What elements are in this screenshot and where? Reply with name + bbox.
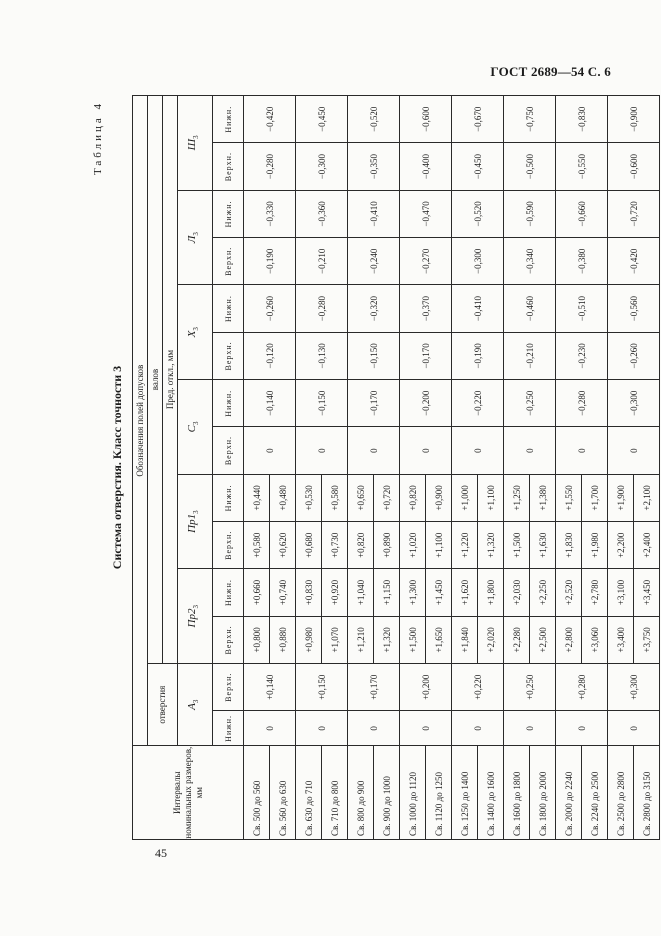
pr1-upper-cell: +0,680	[296, 522, 322, 569]
pr1-upper-cell: +1,100	[426, 522, 452, 569]
pr2-upper-cell: +0,980	[296, 616, 322, 663]
col-header-c3: $С_3$	[178, 380, 213, 475]
sh3-lower-cell: −0,520	[348, 96, 400, 143]
col-lower-pr2: Нижн.	[213, 569, 244, 616]
col-lower-sh3: Нижн.	[213, 96, 244, 143]
x3-lower-cell: −0,370	[400, 285, 452, 332]
pr1-upper-cell: +1,980	[582, 522, 608, 569]
l3-lower-cell: −0,590	[504, 190, 556, 237]
sh3-upper-cell: −0,280	[244, 143, 296, 190]
c3-lower-cell: −0,140	[244, 380, 296, 427]
table-title: Система отверстия. Класс точности 3	[110, 365, 124, 570]
pr2-lower-cell: +3,450	[634, 569, 660, 616]
l3-lower-cell: −0,660	[556, 190, 608, 237]
c3-lower-cell: −0,280	[556, 380, 608, 427]
c3-lower-cell: −0,170	[348, 380, 400, 427]
x3-upper-cell: −0,260	[608, 332, 660, 379]
x3-upper-cell: −0,120	[244, 332, 296, 379]
c3-lower-cell: −0,250	[504, 380, 556, 427]
interval-cell: Св. 2800 до 3150	[634, 746, 660, 840]
l3-upper-cell: −0,380	[556, 238, 608, 285]
interval-header: Интервалы номинальных размеров, мм	[133, 746, 244, 840]
pr1-lower-cell: +1,550	[556, 474, 582, 521]
col-header-x3: $Х_3$	[178, 285, 213, 380]
l3-lower-cell: −0,720	[608, 190, 660, 237]
pr2-lower-cell: +1,800	[478, 569, 504, 616]
c3-upper-cell: 0	[504, 427, 556, 474]
col-lower-a3: Нижн.	[213, 711, 244, 746]
pr1-lower-cell: +0,440	[244, 474, 270, 521]
interval-cell: Св. 2000 до 2240	[556, 746, 582, 840]
a3-upper-cell: +0,250	[504, 664, 556, 711]
pr2-lower-cell: +1,450	[426, 569, 452, 616]
table-row	[556, 96, 582, 840]
pr2-upper-cell: +1,650	[426, 616, 452, 663]
pr2-lower-cell: +1,300	[400, 569, 426, 616]
x3-lower-cell: −0,280	[296, 285, 348, 332]
sh3-upper-cell: −0,500	[504, 143, 556, 190]
pr2-upper-cell: +3,750	[634, 616, 660, 663]
pr1-upper-cell: +0,580	[244, 522, 270, 569]
l3-lower-cell: −0,410	[348, 190, 400, 237]
interval-cell: Св. 1600 до 1800	[504, 746, 530, 840]
col-lower-l3: Нижн.	[213, 190, 244, 237]
pr2-lower-cell: +1,150	[374, 569, 400, 616]
shaft-group-header: валов	[148, 96, 163, 664]
a3-upper-cell: +0,200	[400, 664, 452, 711]
table-row	[296, 96, 322, 840]
l3-lower-cell: −0,520	[452, 190, 504, 237]
c3-upper-cell: 0	[400, 427, 452, 474]
interval-cell: Св. 900 до 1000	[374, 746, 400, 840]
x3-lower-cell: −0,320	[348, 285, 400, 332]
pr2-upper-cell: +1,500	[400, 616, 426, 663]
c3-lower-cell: −0,300	[608, 380, 660, 427]
pr1-upper-cell: +1,320	[478, 522, 504, 569]
col-upper-pr2: Верхн.	[213, 616, 244, 663]
col-upper-c3: Верхн.	[213, 427, 244, 474]
pr2-upper-cell: +2,500	[530, 616, 556, 663]
col-upper-l3: Верхн.	[213, 238, 244, 285]
col-header-sh3: $Ш_3$	[178, 96, 213, 191]
pr2-upper-cell: +1,840	[452, 616, 478, 663]
rotated-table-block	[92, 95, 652, 840]
a3-lower-cell: 0	[452, 711, 504, 746]
a3-upper-cell: +0,140	[244, 664, 296, 711]
col-lower-c3: Нижн.	[213, 380, 244, 427]
c3-upper-cell: 0	[348, 427, 400, 474]
sh3-lower-cell: −0,420	[244, 96, 296, 143]
col-upper-pr1: Верхн.	[213, 522, 244, 569]
c3-upper-cell: 0	[608, 427, 660, 474]
interval-cell: Св. 1000 до 1120	[400, 746, 426, 840]
pr1-upper-cell: +2,400	[634, 522, 660, 569]
interval-cell: Св. 630 до 710	[296, 746, 322, 840]
pr2-lower-cell: +0,660	[244, 569, 270, 616]
pr2-upper-cell: +2,800	[556, 616, 582, 663]
interval-cell: Св. 1400 до 1600	[478, 746, 504, 840]
pr1-upper-cell: +0,620	[270, 522, 296, 569]
a3-upper-cell: +0,300	[608, 664, 660, 711]
pr2-lower-cell: +1,040	[348, 569, 374, 616]
pr1-lower-cell: +0,480	[270, 474, 296, 521]
pr2-upper-cell: +1,320	[374, 616, 400, 663]
pr1-lower-cell: +1,100	[478, 474, 504, 521]
l3-lower-cell: −0,470	[400, 190, 452, 237]
deviation-subheader: Пред. откл., мм	[163, 96, 178, 664]
pr1-upper-cell: +2,200	[608, 522, 634, 569]
a3-lower-cell: 0	[244, 711, 296, 746]
x3-upper-cell: −0,210	[504, 332, 556, 379]
a3-lower-cell: 0	[608, 711, 660, 746]
sh3-lower-cell: −0,830	[556, 96, 608, 143]
pr2-lower-cell: +2,030	[504, 569, 530, 616]
l3-upper-cell: −0,340	[504, 238, 556, 285]
pr2-lower-cell: +2,780	[582, 569, 608, 616]
col-header-a3: $A_3$	[178, 664, 213, 746]
col-header-l3: $Л_3$	[178, 190, 213, 285]
pr2-lower-cell: +0,740	[270, 569, 296, 616]
pr2-upper-cell: +3,060	[582, 616, 608, 663]
pr2-upper-cell: +1,210	[348, 616, 374, 663]
pr1-upper-cell: +0,730	[322, 522, 348, 569]
sh3-lower-cell: −0,450	[296, 96, 348, 143]
l3-upper-cell: −0,210	[296, 238, 348, 285]
page-number: 45	[155, 846, 167, 860]
pr2-lower-cell: +1,620	[452, 569, 478, 616]
col-lower-pr1: Нижн.	[213, 474, 244, 521]
c3-lower-cell: −0,150	[296, 380, 348, 427]
pr1-upper-cell: +1,220	[452, 522, 478, 569]
fields-group-header: Обозначения полей допусков	[133, 96, 148, 746]
a3-lower-cell: 0	[556, 711, 608, 746]
x3-upper-cell: −0,230	[556, 332, 608, 379]
pr1-lower-cell: +1,380	[530, 474, 556, 521]
table-row	[452, 96, 478, 840]
pr1-lower-cell: +1,000	[452, 474, 478, 521]
l3-upper-cell: −0,270	[400, 238, 452, 285]
table-label: Таблица 4	[92, 101, 104, 176]
sh3-upper-cell: −0,400	[400, 143, 452, 190]
table-row	[504, 96, 530, 840]
x3-lower-cell: −0,560	[608, 285, 660, 332]
pr2-upper-cell: +3,400	[608, 616, 634, 663]
a3-upper-cell: +0,220	[452, 664, 504, 711]
a3-lower-cell: 0	[400, 711, 452, 746]
interval-cell: Св. 1120 до 1250	[426, 746, 452, 840]
c3-lower-cell: −0,200	[400, 380, 452, 427]
sh3-lower-cell: −0,900	[608, 96, 660, 143]
a3-upper-cell: +0,170	[348, 664, 400, 711]
l3-upper-cell: −0,420	[608, 238, 660, 285]
interval-cell: Св. 560 до 630	[270, 746, 296, 840]
l3-upper-cell: −0,190	[244, 238, 296, 285]
pr1-lower-cell: +0,820	[400, 474, 426, 521]
pr1-upper-cell: +0,820	[348, 522, 374, 569]
pr1-upper-cell: +0,890	[374, 522, 400, 569]
pr1-lower-cell: +1,900	[608, 474, 634, 521]
interval-cell: Св. 500 до 560	[244, 746, 270, 840]
a3-lower-cell: 0	[296, 711, 348, 746]
interval-cell: Св. 2500 до 2800	[608, 746, 634, 840]
pr1-lower-cell: +0,530	[296, 474, 322, 521]
pr2-lower-cell: +0,920	[322, 569, 348, 616]
pr1-upper-cell: +1,020	[400, 522, 426, 569]
sh3-lower-cell: −0,750	[504, 96, 556, 143]
sh3-lower-cell: −0,600	[400, 96, 452, 143]
pr2-upper-cell: +2,280	[504, 616, 530, 663]
l3-lower-cell: −0,330	[244, 190, 296, 237]
pr1-lower-cell: +0,580	[322, 474, 348, 521]
pr1-lower-cell: +0,720	[374, 474, 400, 521]
table-row	[608, 96, 634, 840]
pr2-upper-cell: +0,800	[244, 616, 270, 663]
sh3-upper-cell: −0,350	[348, 143, 400, 190]
pr1-lower-cell: +0,650	[348, 474, 374, 521]
interval-cell: Св. 1250 до 1400	[452, 746, 478, 840]
x3-upper-cell: −0,150	[348, 332, 400, 379]
interval-cell: Св. 2240 до 2500	[582, 746, 608, 840]
x3-upper-cell: −0,190	[452, 332, 504, 379]
x3-lower-cell: −0,460	[504, 285, 556, 332]
c3-upper-cell: 0	[244, 427, 296, 474]
c3-upper-cell: 0	[556, 427, 608, 474]
c3-upper-cell: 0	[452, 427, 504, 474]
table-row	[348, 96, 374, 840]
c3-upper-cell: 0	[296, 427, 348, 474]
l3-lower-cell: −0,360	[296, 190, 348, 237]
pr2-lower-cell: +0,830	[296, 569, 322, 616]
a3-lower-cell: 0	[348, 711, 400, 746]
page-header: ГОСТ 2689—54 С. 6	[490, 64, 611, 79]
sh3-upper-cell: −0,600	[608, 143, 660, 190]
pr1-upper-cell: +1,830	[556, 522, 582, 569]
col-header-pr1: $Пр1_3$	[178, 474, 213, 569]
pr2-upper-cell: +1,070	[322, 616, 348, 663]
pr1-lower-cell: +2,100	[634, 474, 660, 521]
col-upper-sh3: Верхн.	[213, 143, 244, 190]
pr1-upper-cell: +1,500	[504, 522, 530, 569]
l3-upper-cell: −0,240	[348, 238, 400, 285]
interval-cell: Св. 800 до 900	[348, 746, 374, 840]
sh3-lower-cell: −0,670	[452, 96, 504, 143]
pr2-upper-cell: +2,020	[478, 616, 504, 663]
table-row	[400, 96, 426, 840]
col-lower-x3: Нижн.	[213, 285, 244, 332]
sh3-upper-cell: −0,300	[296, 143, 348, 190]
x3-lower-cell: −0,510	[556, 285, 608, 332]
col-upper-a3: Верхн.	[213, 664, 244, 711]
tolerance-table	[132, 95, 660, 840]
table-body	[244, 96, 660, 840]
x3-upper-cell: −0,170	[400, 332, 452, 379]
c3-lower-cell: −0,220	[452, 380, 504, 427]
pr2-lower-cell: +2,250	[530, 569, 556, 616]
pr2-lower-cell: +2,520	[556, 569, 582, 616]
interval-cell: Св. 710 до 800	[322, 746, 348, 840]
col-header-pr2: $Пр2_3$	[178, 569, 213, 664]
a3-upper-cell: +0,150	[296, 664, 348, 711]
pr1-lower-cell: +1,700	[582, 474, 608, 521]
pr1-lower-cell: +1,250	[504, 474, 530, 521]
pr2-lower-cell: +3,100	[608, 569, 634, 616]
interval-cell: Св. 1800 до 2000	[530, 746, 556, 840]
a3-upper-cell: +0,280	[556, 664, 608, 711]
x3-upper-cell: −0,130	[296, 332, 348, 379]
sh3-upper-cell: −0,450	[452, 143, 504, 190]
sh3-upper-cell: −0,550	[556, 143, 608, 190]
pr1-lower-cell: +0,900	[426, 474, 452, 521]
a3-lower-cell: 0	[504, 711, 556, 746]
col-upper-x3: Верхн.	[213, 332, 244, 379]
pr2-upper-cell: +0,880	[270, 616, 296, 663]
pr1-upper-cell: +1,630	[530, 522, 556, 569]
l3-upper-cell: −0,300	[452, 238, 504, 285]
table-row	[244, 96, 270, 840]
x3-lower-cell: −0,410	[452, 285, 504, 332]
x3-lower-cell: −0,260	[244, 285, 296, 332]
hole-group-header: отверстия	[148, 664, 178, 746]
